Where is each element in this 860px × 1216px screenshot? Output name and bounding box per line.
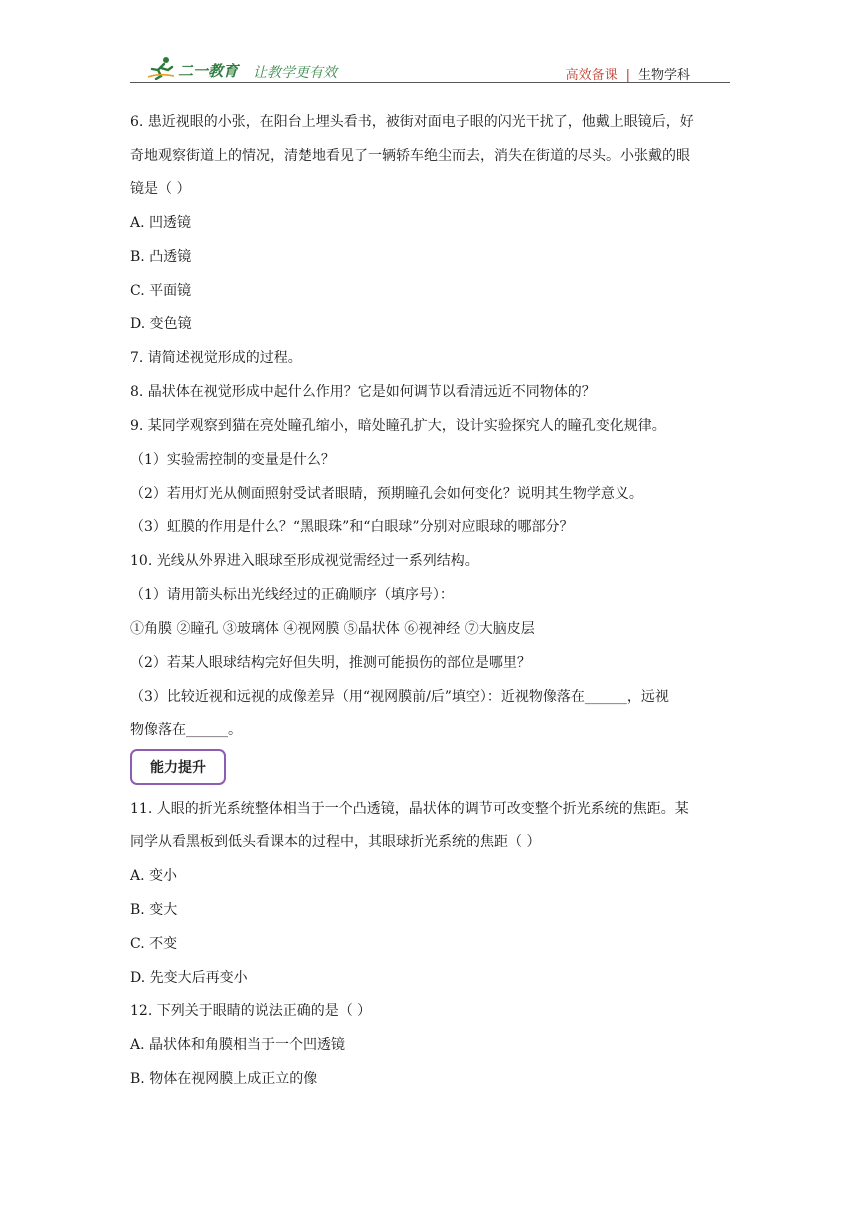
- text-line: 12. 下列关于眼睛的说法正确的是（ ）: [130, 1003, 372, 1019]
- text-line: （2）若某人眼球结构完好但失明，推测可能损伤的部位是哪里？: [130, 655, 531, 671]
- option-line: C. 平面镜: [130, 283, 192, 299]
- section-badge: 能力提升: [130, 749, 226, 785]
- text-line: 9. 某同学观察到猫在亮处瞳孔缩小，暗处瞳孔扩大，设计实验探究人的瞳孔变化规律。: [130, 418, 666, 434]
- option-line: A. 凹透镜: [130, 215, 192, 231]
- option-line: B. 变大: [130, 902, 178, 918]
- option-line: D. 先变大后再变小: [130, 970, 248, 986]
- text-line: （3）虹膜的作用是什么？“黑眼珠”和“白眼球”分别对应眼球的哪部分？: [130, 519, 574, 535]
- text-line: （3）比较近视和远视的成像差异（用“视网膜前/后”填空）：近视物像落在______，远视: [130, 689, 669, 705]
- text-line: （1）实验需控制的变量是什么？: [130, 452, 335, 468]
- header-right: [566, 64, 690, 83]
- text-line: 7. 请简述视觉形成的过程。: [130, 350, 302, 366]
- option-line: A. 变小: [130, 868, 178, 884]
- text-line: （1）请用箭头标出光线经过的正确顺序（填序号）：: [130, 587, 454, 603]
- header-separator: |: [625, 68, 630, 83]
- text-line: （2）若用灯光从侧面照射受试者眼睛，预期瞳孔会如何变化？说明其生物学意义。: [130, 486, 643, 502]
- text-line: 同学从看黑板到低头看课本的过程中，其眼球折光系统的焦距（ ）: [130, 834, 541, 850]
- option-line: A. 晶状体和角膜相当于一个凹透镜: [130, 1037, 346, 1053]
- text-line: 奇地观察街道上的情况，清楚地看见了一辆轿车绝尘而去，消失在街道的尽头。小张戴的眼: [130, 148, 690, 164]
- text-line: 8. 晶状体在视觉形成中起什么作用？它是如何调节以看清远近不同物体的？: [130, 384, 596, 400]
- option-line: C. 不变: [130, 936, 178, 952]
- logo-text: 二一教育: [178, 62, 239, 80]
- text-line: 10. 光线从外界进入眼球至形成视觉需经过一系列结构。: [130, 553, 479, 569]
- text-line: ①角膜 ②瞳孔 ③玻璃体 ④视网膜 ⑤晶状体 ⑥视神经 ⑦大脑皮层: [130, 621, 535, 637]
- text-line: 11. 人眼的折光系统整体相当于一个凸透镜，晶状体的调节可改变整个折光系统的焦距。某: [130, 801, 689, 817]
- text-line: 6. 患近视眼的小张，在阳台上埋头看书，被街对面电子眼的闪光干扰了，他戴上眼镜后，好: [130, 114, 694, 130]
- header-subject: 生物学科: [637, 68, 690, 83]
- header-highlight: 高效备课: [565, 68, 618, 83]
- option-line: B. 物体在视网膜上成正立的像: [130, 1071, 318, 1087]
- text-line: 物像落在______。: [130, 722, 242, 738]
- option-line: D. 变色镜: [130, 316, 192, 332]
- option-line: B. 凸透镜: [130, 249, 192, 265]
- text-line: 镜是（ ）: [130, 181, 191, 197]
- runner-logo-icon: [146, 56, 176, 80]
- header-divider: [130, 82, 730, 83]
- logo-slogan: 让教学更有效: [253, 65, 337, 81]
